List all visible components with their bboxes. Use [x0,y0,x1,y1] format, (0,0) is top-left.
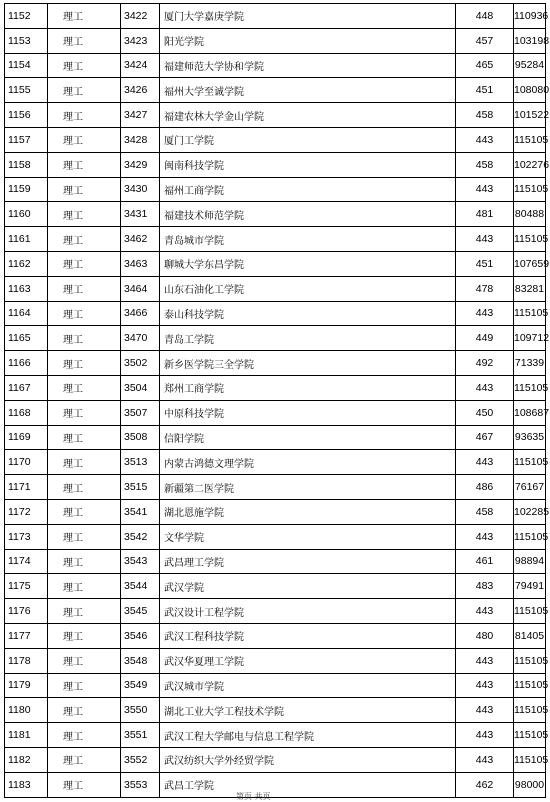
school-code-cell: 3543 [121,549,160,574]
min-score-cell: 443 [456,177,514,202]
min-score-cell: 483 [456,574,514,599]
school-name-cell: 厦门大学嘉庚学院 [160,4,456,29]
min-rank-cell: 115105 [514,450,546,475]
subject-type-cell: 理工 [48,574,121,599]
min-score-cell: 443 [456,673,514,698]
min-score-cell: 448 [456,4,514,29]
subject-type-cell: 理工 [48,78,121,103]
table-row [5,375,546,400]
school-name-cell: 福建师范大学协和学院 [160,53,456,78]
school-code-cell: 3541 [121,499,160,524]
row-index-cell: 1159 [5,177,48,202]
row-index-cell: 1164 [5,301,48,326]
school-code-cell: 3504 [121,375,160,400]
school-code-cell: 3426 [121,78,160,103]
min-rank-cell: 101522 [514,103,546,128]
subject-type-cell: 理工 [48,53,121,78]
row-index-cell: 1155 [5,78,48,103]
min-rank-cell: 79491 [514,574,546,599]
min-score-cell: 451 [456,78,514,103]
min-score-cell: 458 [456,152,514,177]
subject-type-cell: 理工 [48,425,121,450]
min-score-cell: 450 [456,400,514,425]
school-code-cell: 3515 [121,475,160,500]
school-name-cell: 武汉纺织大学外经贸学院 [160,747,456,772]
row-index-cell: 1168 [5,400,48,425]
table-row [5,78,546,103]
subject-type-cell: 理工 [48,301,121,326]
min-rank-cell: 108687 [514,400,546,425]
school-code-cell: 3464 [121,276,160,301]
subject-type-cell: 理工 [48,375,121,400]
school-name-cell: 内蒙古鸿德文理学院 [160,450,456,475]
school-name-cell: 聊城大学东昌学院 [160,251,456,276]
school-code-cell: 3502 [121,351,160,376]
school-code-cell: 3430 [121,177,160,202]
min-rank-cell: 115105 [514,698,546,723]
school-code-cell: 3431 [121,202,160,227]
min-rank-cell: 98000 [514,772,546,797]
row-index-cell: 1154 [5,53,48,78]
min-rank-cell: 115105 [514,177,546,202]
subject-type-cell: 理工 [48,499,121,524]
table-row [5,152,546,177]
table-row [5,227,546,252]
table-row [5,127,546,152]
page-footer [0,792,550,801]
table-row [5,772,546,797]
table-row [5,4,546,29]
min-rank-cell: 107659 [514,251,546,276]
subject-type-cell: 理工 [48,524,121,549]
min-score-cell: 461 [456,549,514,574]
school-code-cell: 3553 [121,772,160,797]
school-name-cell: 武昌工学院 [160,772,456,797]
row-index-cell: 1160 [5,202,48,227]
subject-type-cell: 理工 [48,673,121,698]
min-rank-cell: 80488 [514,202,546,227]
table-row [5,723,546,748]
school-name-cell: 新乡医学院三全学院 [160,351,456,376]
min-rank-cell: 110936 [514,4,546,29]
school-name-cell: 信阳学院 [160,425,456,450]
school-name-cell: 福建技术师范学院 [160,202,456,227]
min-rank-cell: 102285 [514,499,546,524]
school-name-cell: 郑州工商学院 [160,375,456,400]
school-name-cell: 湖北恩施学院 [160,499,456,524]
school-name-cell: 福建农林大学金山学院 [160,103,456,128]
table-row [5,251,546,276]
min-score-cell: 443 [456,450,514,475]
school-name-cell: 武汉华夏理工学院 [160,648,456,673]
school-code-cell: 3551 [121,723,160,748]
subject-type-cell: 理工 [48,28,121,53]
table-body [5,4,550,798]
table-row [5,202,546,227]
min-rank-cell: 115105 [514,599,546,624]
table-row [5,326,546,351]
table-row [5,574,546,599]
subject-type-cell: 理工 [48,475,121,500]
min-rank-cell: 115105 [514,227,546,252]
subject-type-cell: 理工 [48,103,121,128]
min-rank-cell: 108080 [514,78,546,103]
min-rank-cell: 115105 [514,375,546,400]
school-code-cell: 3546 [121,623,160,648]
table-row [5,425,546,450]
school-code-cell: 3542 [121,524,160,549]
school-code-cell: 3466 [121,301,160,326]
table-row [5,53,546,78]
min-score-cell: 481 [456,202,514,227]
min-rank-cell: 115105 [514,673,546,698]
school-code-cell: 3462 [121,227,160,252]
school-code-cell: 3550 [121,698,160,723]
table-row [5,599,546,624]
min-rank-cell: 93635 [514,425,546,450]
table-row [5,673,546,698]
table-row [5,351,546,376]
table-row [5,301,546,326]
subject-type-cell: 理工 [48,772,121,797]
school-name-cell: 武汉工程科技学院 [160,623,456,648]
subject-type-cell: 理工 [48,747,121,772]
school-name-cell: 武汉学院 [160,574,456,599]
school-name-cell: 闽南科技学院 [160,152,456,177]
table-row [5,276,546,301]
row-index-cell: 1172 [5,499,48,524]
min-score-cell: 443 [456,698,514,723]
subject-type-cell: 理工 [48,400,121,425]
min-rank-cell: 95284 [514,53,546,78]
row-index-cell: 1171 [5,475,48,500]
school-name-cell: 武汉工程大学邮电与信息工程学院 [160,723,456,748]
min-score-cell: 465 [456,53,514,78]
subject-type-cell: 理工 [48,4,121,29]
row-index-cell: 1183 [5,772,48,797]
subject-type-cell: 理工 [48,351,121,376]
min-score-cell: 443 [456,747,514,772]
subject-type-cell: 理工 [48,326,121,351]
min-score-cell: 458 [456,499,514,524]
min-score-cell: 467 [456,425,514,450]
min-score-cell: 443 [456,524,514,549]
subject-type-cell: 理工 [48,177,121,202]
row-index-cell: 1167 [5,375,48,400]
school-name-cell: 文华学院 [160,524,456,549]
row-index-cell: 1178 [5,648,48,673]
min-rank-cell: 109712 [514,326,546,351]
school-name-cell: 中原科技学院 [160,400,456,425]
school-name-cell: 福州工商学院 [160,177,456,202]
school-code-cell: 3429 [121,152,160,177]
table-row [5,450,546,475]
school-code-cell: 3552 [121,747,160,772]
min-rank-cell: 76167 [514,475,546,500]
min-score-cell: 443 [456,301,514,326]
school-name-cell: 青岛城市学院 [160,227,456,252]
school-name-cell: 福州大学至诚学院 [160,78,456,103]
row-index-cell: 1162 [5,251,48,276]
table-row [5,28,546,53]
school-name-cell: 山东石油化工学院 [160,276,456,301]
subject-type-cell: 理工 [48,152,121,177]
table-row [5,623,546,648]
subject-type-cell: 理工 [48,698,121,723]
school-code-cell: 3463 [121,251,160,276]
row-index-cell: 1169 [5,425,48,450]
min-score-cell: 458 [456,103,514,128]
row-index-cell: 1175 [5,574,48,599]
min-rank-cell: 115105 [514,127,546,152]
table-row [5,747,546,772]
table-row [5,499,546,524]
school-code-cell: 3470 [121,326,160,351]
row-index-cell: 1166 [5,351,48,376]
min-score-cell: 480 [456,623,514,648]
school-name-cell: 新疆第二医学院 [160,475,456,500]
row-index-cell: 1152 [5,4,48,29]
subject-type-cell: 理工 [48,623,121,648]
min-rank-cell: 83281 [514,276,546,301]
school-name-cell: 厦门工学院 [160,127,456,152]
school-name-cell: 青岛工学院 [160,326,456,351]
row-index-cell: 1179 [5,673,48,698]
school-code-cell: 3422 [121,4,160,29]
school-name-cell: 武汉城市学院 [160,673,456,698]
min-score-cell: 449 [456,326,514,351]
row-index-cell: 1170 [5,450,48,475]
min-score-cell: 443 [456,375,514,400]
min-score-cell: 443 [456,227,514,252]
school-code-cell: 3549 [121,673,160,698]
table-row [5,475,546,500]
table-row [5,177,546,202]
row-index-cell: 1153 [5,28,48,53]
row-index-cell: 1163 [5,276,48,301]
school-code-cell: 3423 [121,28,160,53]
school-code-cell: 3513 [121,450,160,475]
subject-type-cell: 理工 [48,227,121,252]
min-score-cell: 451 [456,251,514,276]
admission-score-table [4,3,550,798]
page-number-text: 第页 共页 [236,792,271,801]
row-index-cell: 1165 [5,326,48,351]
row-index-cell: 1174 [5,549,48,574]
school-name-cell: 武汉设计工程学院 [160,599,456,624]
min-score-cell: 443 [456,723,514,748]
subject-type-cell: 理工 [48,450,121,475]
subject-type-cell: 理工 [48,202,121,227]
row-index-cell: 1173 [5,524,48,549]
row-index-cell: 1157 [5,127,48,152]
min-rank-cell: 71339 [514,351,546,376]
subject-type-cell: 理工 [48,251,121,276]
school-code-cell: 3545 [121,599,160,624]
row-index-cell: 1161 [5,227,48,252]
school-code-cell: 3544 [121,574,160,599]
min-rank-cell: 102276 [514,152,546,177]
school-code-cell: 3427 [121,103,160,128]
min-score-cell: 486 [456,475,514,500]
row-index-cell: 1181 [5,723,48,748]
school-code-cell: 3508 [121,425,160,450]
subject-type-cell: 理工 [48,127,121,152]
school-name-cell: 阳光学院 [160,28,456,53]
school-code-cell: 3507 [121,400,160,425]
school-name-cell: 湖北工业大学工程技术学院 [160,698,456,723]
min-score-cell: 478 [456,276,514,301]
subject-type-cell: 理工 [48,549,121,574]
min-rank-cell: 115105 [514,301,546,326]
subject-type-cell: 理工 [48,648,121,673]
min-rank-cell: 103198 [514,28,546,53]
row-index-cell: 1158 [5,152,48,177]
subject-type-cell: 理工 [48,723,121,748]
min-score-cell: 492 [456,351,514,376]
row-index-cell: 1182 [5,747,48,772]
school-code-cell: 3424 [121,53,160,78]
row-index-cell: 1176 [5,599,48,624]
school-code-cell: 3548 [121,648,160,673]
row-index-cell: 1156 [5,103,48,128]
row-index-cell: 1180 [5,698,48,723]
school-name-cell: 武昌理工学院 [160,549,456,574]
min-score-cell: 443 [456,648,514,673]
admission-score-table-sheet [4,3,550,798]
table-row [5,103,546,128]
school-name-cell: 泰山科技学院 [160,301,456,326]
table-row [5,549,546,574]
subject-type-cell: 理工 [48,276,121,301]
table-row [5,400,546,425]
min-rank-cell: 81405 [514,623,546,648]
school-code-cell: 3428 [121,127,160,152]
min-rank-cell: 115105 [514,524,546,549]
min-score-cell: 457 [456,28,514,53]
table-row [5,524,546,549]
min-rank-cell: 115105 [514,648,546,673]
min-score-cell: 443 [456,127,514,152]
min-rank-cell: 98894 [514,549,546,574]
table-row [5,698,546,723]
min-score-cell: 462 [456,772,514,797]
min-score-cell: 443 [456,599,514,624]
min-rank-cell: 115105 [514,723,546,748]
table-row [5,648,546,673]
min-rank-cell: 115105 [514,747,546,772]
subject-type-cell: 理工 [48,599,121,624]
row-index-cell: 1177 [5,623,48,648]
